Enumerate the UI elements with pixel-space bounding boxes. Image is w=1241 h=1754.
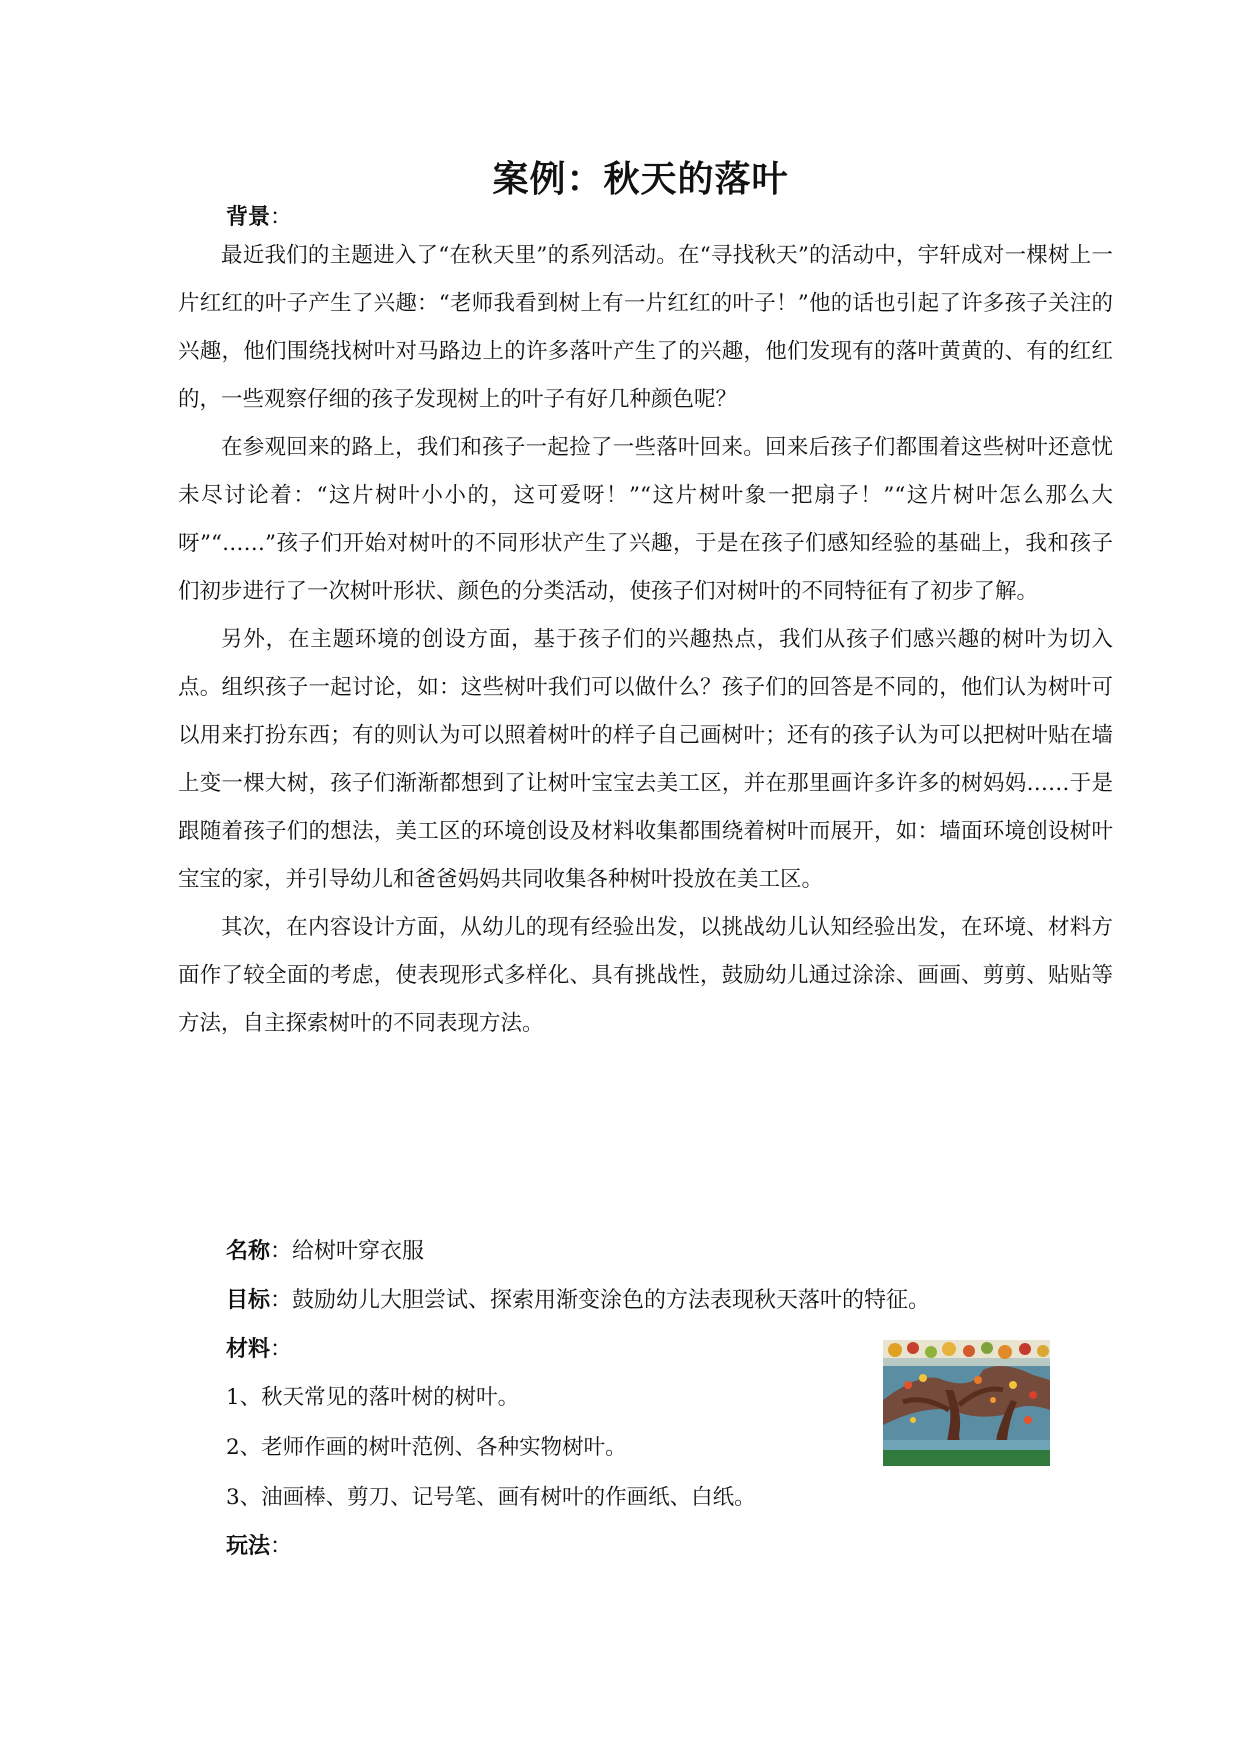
name-label: 名称 [226,1239,271,1264]
document-title: 案例：秋天的落叶 [492,159,789,200]
materials-colon: ： [270,1337,293,1362]
background-paragraph-2: 在参观回来的路上，我们和孩子一起捡了一些落叶回来。回来后孩子们都围着这些树叶还意忧未尽讨论着：“这片树叶小小的，这可爱呀！”“这片树叶象一把扇子！”“这片树叶怎么那么大呀”“……”孩子们开始对树叶的不同形状产生了兴趣，于是在孩子们感知经验的基础上，我和孩子们初步进行了一次树叶形状、颜色的分类活动，使孩子们对树叶的不同特征有了初步了解。 [178,435,1113,604]
play-label: 玩法 [226,1534,271,1559]
name-colon: ： [270,1239,293,1264]
goal-colon: ： [270,1288,293,1313]
materials-item-3: 3、油画棒、剪刀、记号笔、画有树叶的作画纸、白纸。 [226,1485,756,1510]
goal-label: 目标 [226,1288,271,1313]
materials-item-1: 1、秋天常见的落叶树的树叶。 [226,1385,520,1410]
name-row [226,1232,424,1272]
background-paragraph-1: 最近我们的主题进入了“在秋天里”的系列活动。在“寻找秋天”的活动中，宇轩成对一棵树上一片红红的叶子产生了兴趣：“老师我看到树上有一片红红的叶子！”他的话也引起了许多孩子关注的兴趣，他们围绕找树叶对马路边上的许多落叶产生了的兴趣，他们发现有的落叶黄黄的、有的红红的，一些观察仔细的孩子发现树上的叶子有好几种颜色呢？ [178,243,1113,412]
background-colon: ： [270,205,293,230]
background-label: 背景 [226,205,271,230]
goal-row [226,1281,930,1321]
leaf-tree-artwork-photo [883,1340,1050,1466]
materials-label: 材料 [226,1337,271,1362]
play-colon: ： [270,1534,293,1559]
materials-item-2: 2、老师作画的树叶范例、各种实物树叶。 [226,1435,627,1460]
materials-heading [226,1330,292,1370]
background-section [178,232,1113,1048]
name-value: 给树叶穿衣服 [292,1239,425,1264]
background-paragraph-3: 另外，在主题环境的创设方面，基于孩子们的兴趣热点，我们从孩子们感兴趣的树叶为切入点。组织孩子一起讨论，如：这些树叶我们可以做什么？孩子们的回答是不同的，他们认为树叶可以用来打扮东西；有的则认为可以照着树叶的样子自己画树叶；还有的孩子认为可以把树叶贴在墙上变一棵大树，孩子们渐渐都想到了让树叶宝宝去美工区，并在那里画许多许多的树妈妈……于是跟随着孩子们的想法，美工区的环境创设及材料收集都围绕着树叶而展开，如：墙面环境创设树叶宝宝的家，并引导幼儿和爸爸妈妈共同收集各种树叶投放在美工区。 [178,627,1113,892]
play-heading [226,1527,292,1567]
goal-value: 鼓励幼儿大胆尝试、探索用渐变涂色的方法表现秋天落叶的特征。 [292,1288,931,1313]
background-paragraph-4: 其次，在内容设计方面，从幼儿的现有经验出发，以挑战幼儿认知经验出发，在环境、材料方面作了较全面的考虑，使表现形式多样化、具有挑战性，鼓励幼儿通过涂涂、画画、剪剪、贴贴等方法，自主探索树叶的不同表现方法。 [178,915,1113,1036]
